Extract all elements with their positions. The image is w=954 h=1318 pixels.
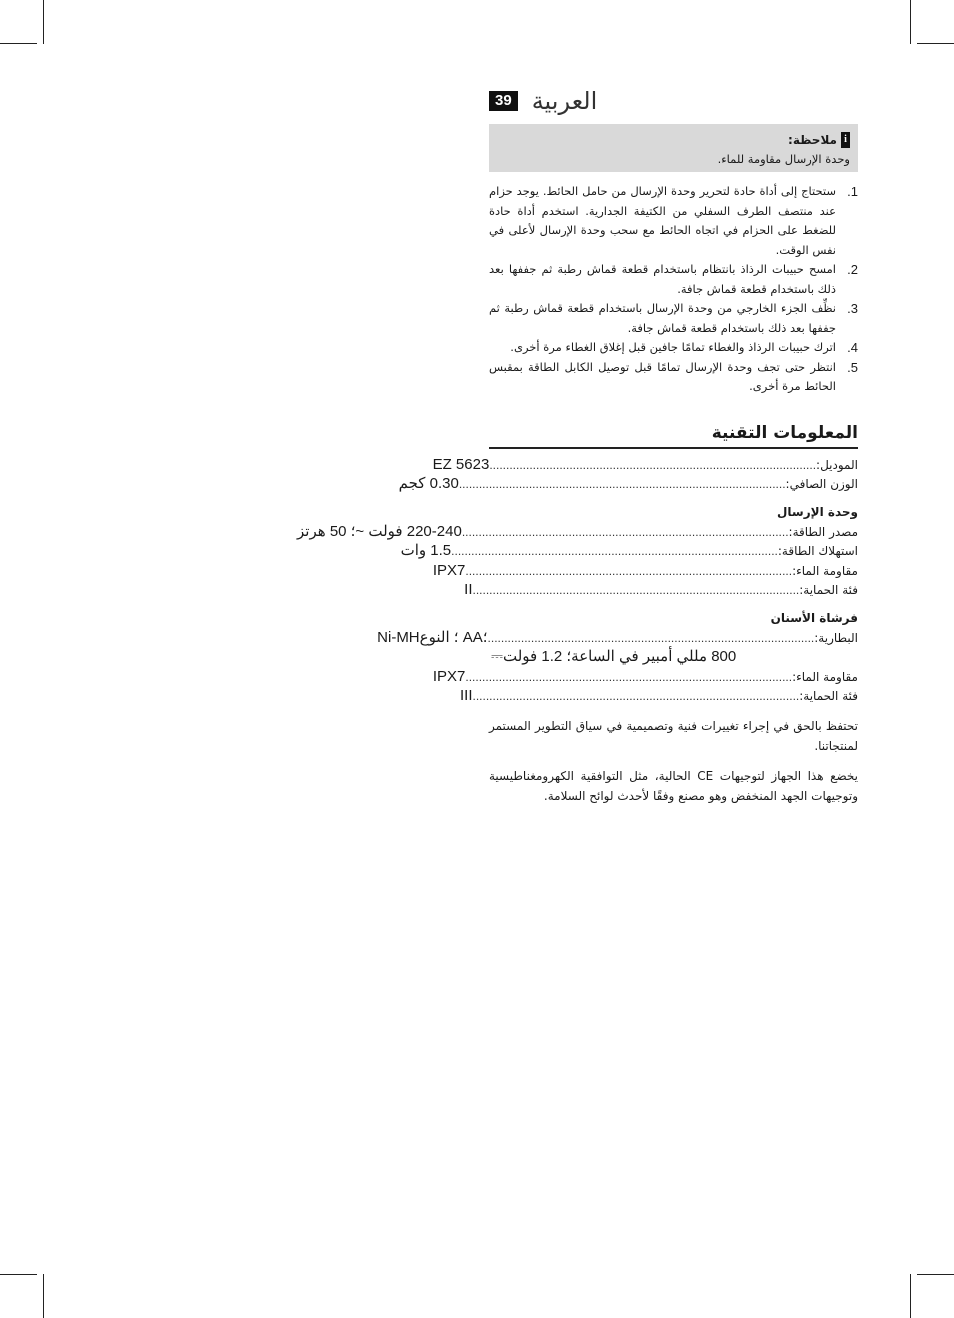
page-number: 39 <box>489 91 518 111</box>
leader-dots: .................................................................................................. <box>487 630 815 645</box>
spec-value: IPX7 <box>432 667 466 685</box>
step-text: انتظر حتى تجف وحدة الإرسال تمامًا قبل توصيل الكابل الطاقة بمقبس الحائط مرة أخرى. <box>489 359 836 393</box>
spec-protection-class <box>464 580 858 600</box>
cleaning-steps <box>489 182 858 397</box>
battery-continuation: 800 مللي أمبير في الساعة؛ 1.2 فولت⎓ <box>491 648 737 665</box>
step-number: 2. <box>847 262 858 277</box>
leader-dots: .................................................................................................. <box>461 524 789 539</box>
leader-dots: .................................................................................................. <box>451 544 778 558</box>
spec-value: II <box>464 581 473 598</box>
step-number: 4. <box>847 340 858 355</box>
spec-value: IPX7 <box>432 561 466 579</box>
list-item <box>489 358 858 397</box>
spec-value: 220-240 فولت ~؛ 50 هرتز <box>297 522 462 540</box>
section-title: المعلومات التقنية <box>489 423 858 449</box>
step-text: ستحتاج إلى أداة حادة لتحرير وحدة الإرسال من حامل الحائط. يوجد حزام عند منتصف الطرف السفلي من الكتيفة الجدارية. استخدم أداة حادة للضغط على الحزام في اتجاه الحائط مع سحب وحدة الإرسال لأعلى في نفس الوقت. <box>489 184 836 257</box>
spec-water-resistance <box>432 667 858 687</box>
spec-value: Ni-MH؛ النوع AA؛ <box>377 628 488 646</box>
step-number: 5. <box>847 359 858 375</box>
spec-value: 0.30 كجم <box>398 475 459 492</box>
spec-label: البطارية: <box>814 630 858 645</box>
crop-mark <box>0 1274 37 1275</box>
list-item <box>489 338 858 358</box>
crop-mark <box>910 1274 911 1318</box>
spec-label: فئة الحماية: <box>799 689 858 703</box>
spec-value: III <box>459 687 473 704</box>
leader-dots: .................................................................................................. <box>465 669 793 684</box>
spec-label: استهلاك الطاقة: <box>777 544 858 558</box>
spec-power-consumption <box>400 541 858 561</box>
step-number: 1. <box>847 184 858 199</box>
spec-water-resistance <box>432 561 858 581</box>
crop-mark <box>0 43 37 44</box>
leader-dots: .................................................................................................. <box>465 563 793 578</box>
spec-label: فئة الحماية: <box>799 583 858 597</box>
spec-label: الوزن الصافي: <box>785 477 858 491</box>
page-header <box>489 86 858 116</box>
list-item <box>489 260 858 299</box>
leader-dots: .................................................................................................. <box>489 457 817 472</box>
language-title: العربية <box>531 87 598 115</box>
list-item <box>489 299 858 338</box>
spec-power-source <box>297 522 858 542</box>
ce-note: يخضع هذا الجهاز لتوجيهات CE الحالية، مثل التوافقية الكهرومغناطيسية وتوجيهات الجهد المنخفض وهو مصنع وفقًا لأحدث لوائح السلامة. <box>489 768 858 803</box>
transmitter-heading: وحدة الإرسال <box>777 504 858 519</box>
crop-mark <box>43 1274 44 1318</box>
crop-mark <box>910 0 911 44</box>
leader-dots: .................................................................................................. <box>472 583 800 597</box>
changes-note: تحتفظ بالحق في إجراء تغييرات فنية وتصميمية في سياق التطوير المستمر لمنتجاتنا. <box>489 718 858 753</box>
content-column <box>297 86 858 806</box>
crop-mark <box>917 43 954 44</box>
step-text: امسح حبيبات الرذاذ بانتظام باستخدام قطعة قماش رطبة ثم جففها بعد ذلك باستخدام قطعة قماش جافة. <box>489 262 836 296</box>
step-number: 3. <box>847 301 858 316</box>
leader-dots: .................................................................................................. <box>472 689 800 703</box>
spec-value: 1.5 وات <box>400 542 452 559</box>
crop-mark <box>917 1274 954 1275</box>
spec-label: مقاومة الماء: <box>792 563 858 578</box>
list-item <box>489 182 858 260</box>
crop-mark <box>43 0 44 44</box>
spec-battery <box>377 628 858 648</box>
note-box <box>489 124 858 172</box>
note-text: وحدة الإرسال مقاومة للماء. <box>717 152 850 166</box>
note-title-row <box>497 132 850 148</box>
step-text: نظِّف الجزء الخارجي من وحدة الإرسال باستخدام قطعة قماش رطبة ثم جففها بعد ذلك باستخدام قطعة قماش جافة. <box>489 301 836 335</box>
spec-label: مصدر الطاقة: <box>788 524 858 539</box>
spec-weight <box>398 474 858 494</box>
info-icon: i <box>841 132 850 148</box>
toothbrush-heading: فرشاة الأسنان <box>770 610 858 625</box>
spec-protection-class <box>459 686 858 706</box>
spec-model <box>432 455 858 475</box>
spec-value: EZ 5623 <box>432 455 490 473</box>
step-text: اترك حبيبات الرذاذ والغطاء تمامًا جافين قبل إغلاق الغطاء مرة أخرى. <box>510 340 836 354</box>
spec-label: الموديل: <box>816 457 858 472</box>
note-title: ملاحظة: <box>788 133 837 147</box>
spec-label: مقاومة الماء: <box>792 669 858 684</box>
leader-dots: .................................................................................................. <box>458 477 786 491</box>
